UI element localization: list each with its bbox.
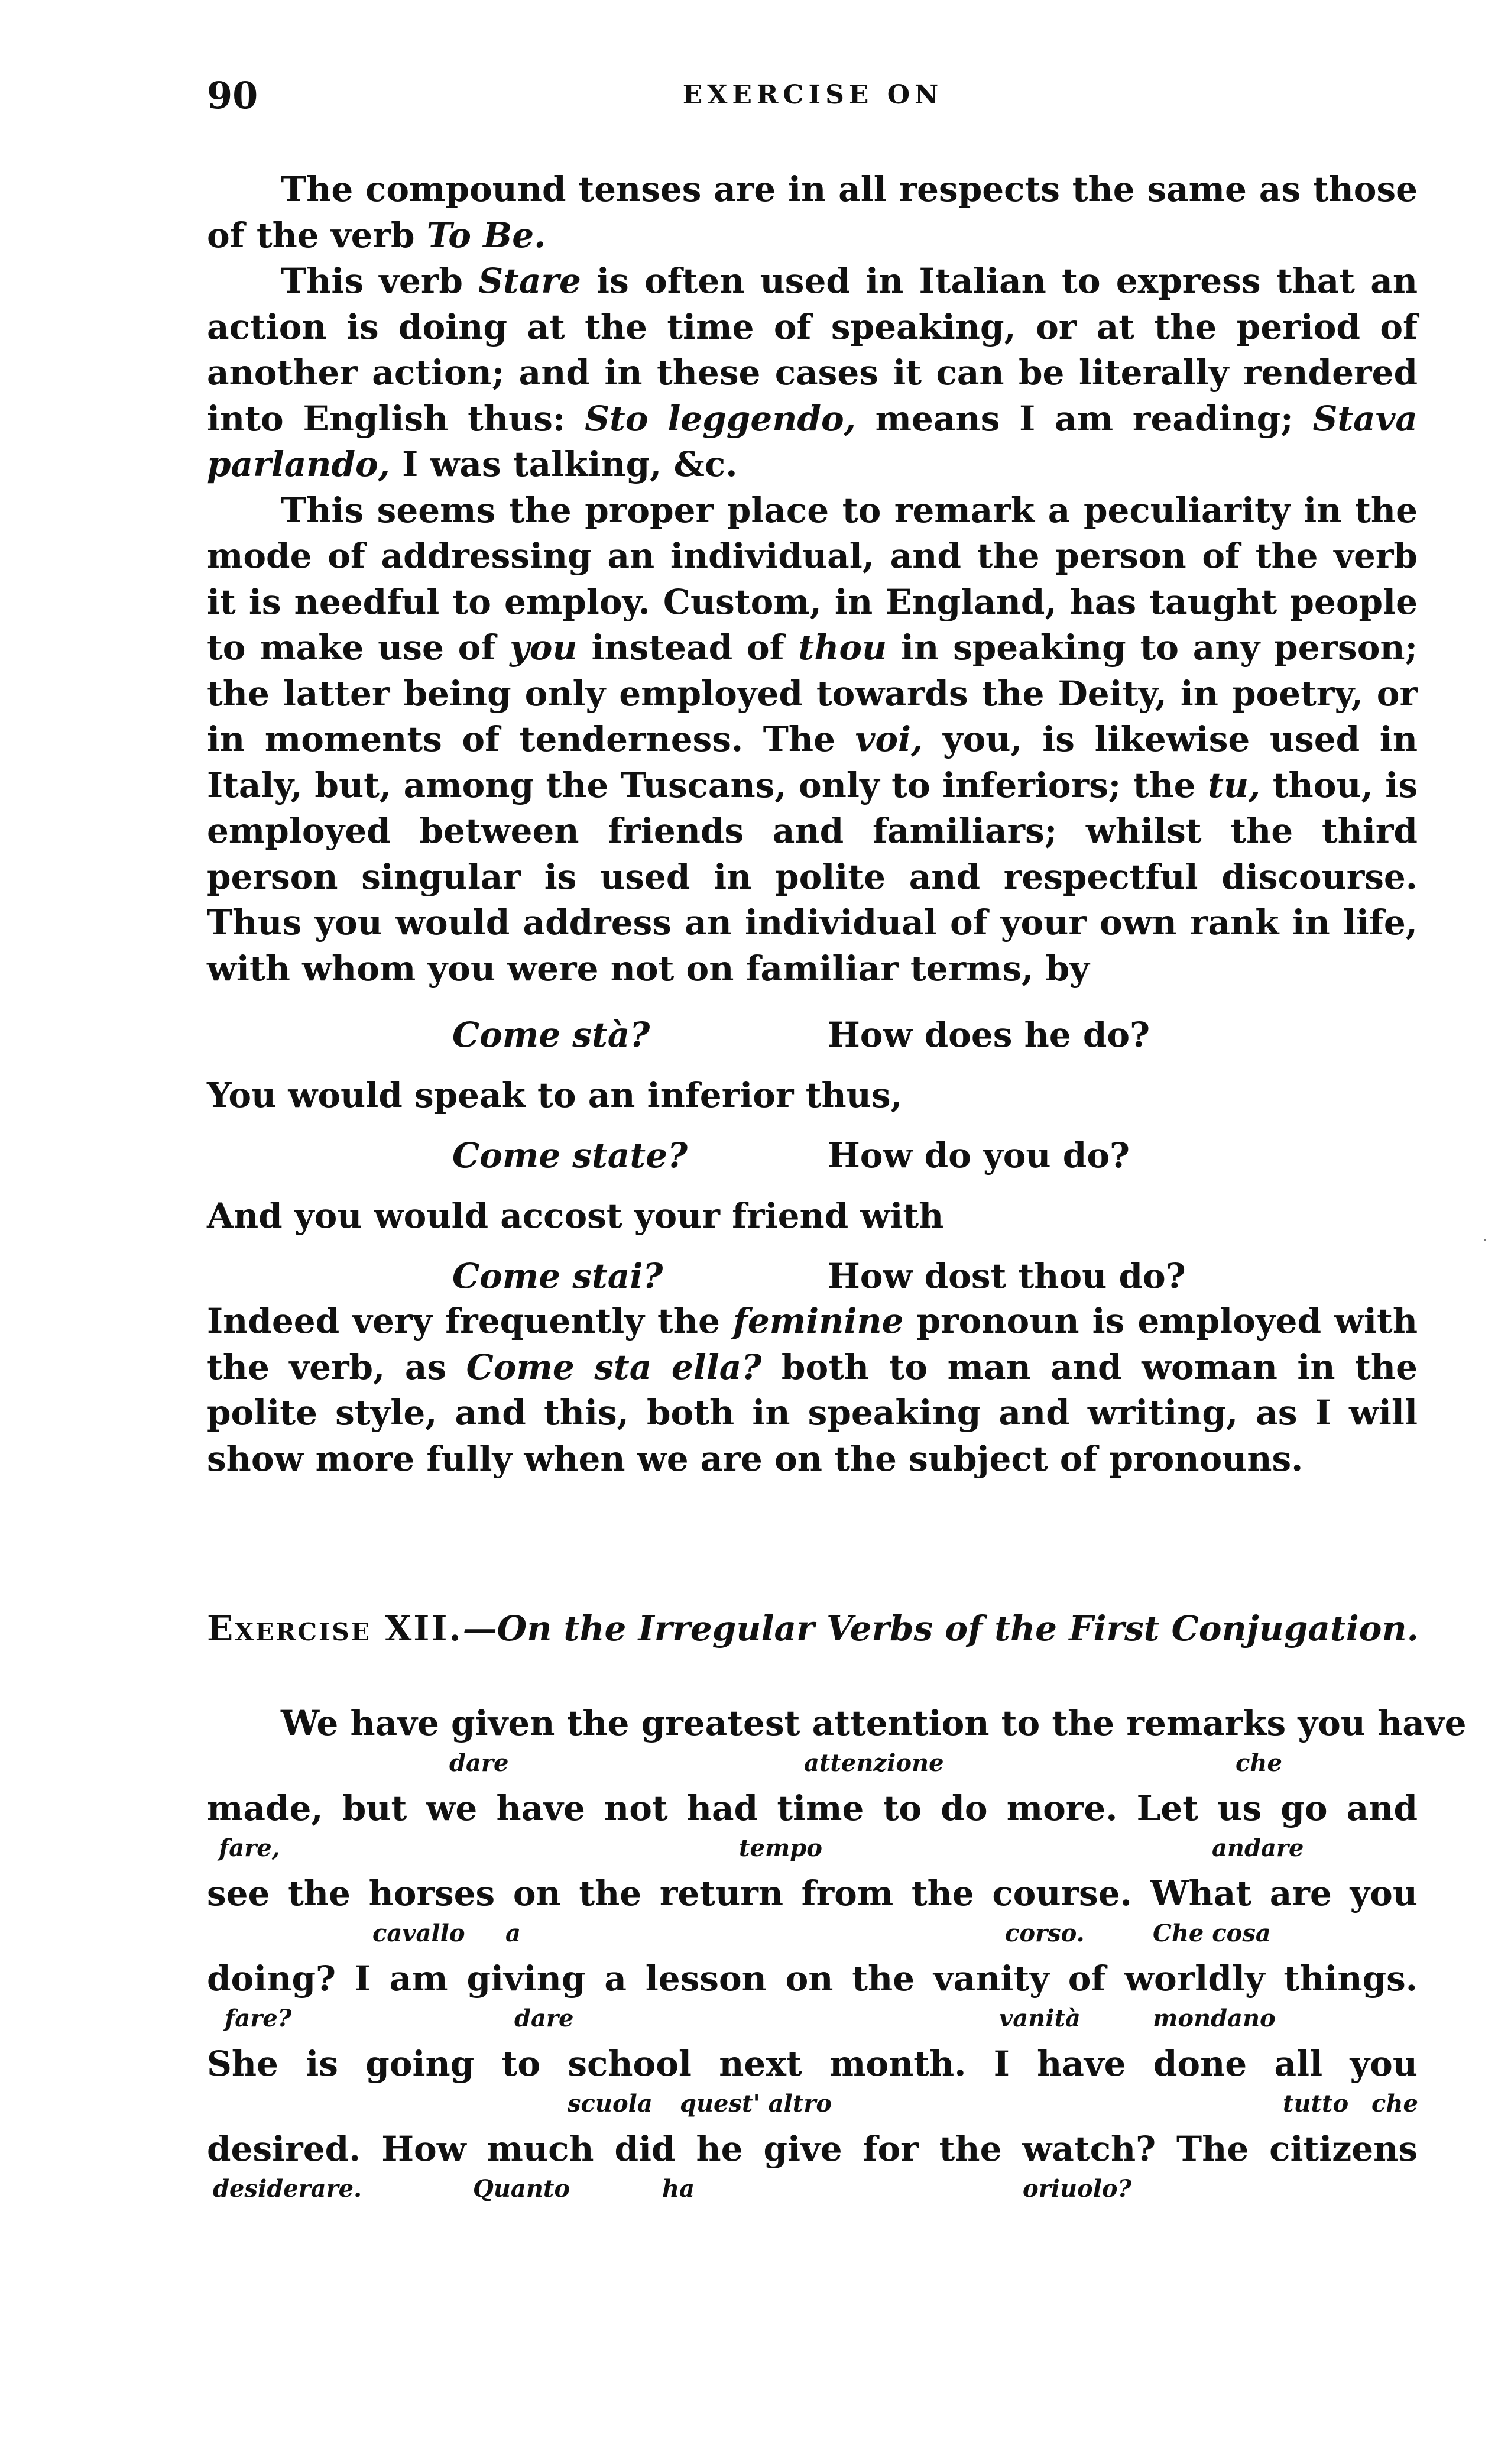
italic-term: Sto leggendo, [585,398,856,439]
italian-gloss: andare [1212,1834,1304,1862]
exercise-label: Exercise XII. [207,1608,463,1649]
text-run: I was talking, &c. [390,444,738,484]
dialogue-lead: And you would accost your friend with [207,1196,944,1236]
text-run: This seems the proper place to remark a peculiarity in the mode of addressing an individual, and the person of the verb it is needful to employ. Custom, in England, has taught people to make use of [207,490,1418,668]
italian-gloss: tempo [739,1834,822,1862]
dialogue-english: How do you do? [828,1135,1130,1176]
italian-gloss: fare? [225,2005,292,2032]
italian-gloss: vanità [999,2005,1081,2032]
italian-gloss: Che cosa [1153,1919,1271,1947]
italic-term: voi, [855,719,923,759]
italian-gloss: a [505,1919,521,1947]
italian-gloss: mondano [1153,2005,1276,2032]
text-run: in speaking to any person; the latter being only employed towards the Deity, in poetry, or in moments of tenderness. The [207,627,1418,759]
italic-term: you [510,627,578,668]
exercise-heading [207,1608,1418,1649]
dialogue-english: How does he do? [828,1015,1150,1055]
italian-gloss: cavallo [372,1919,465,1947]
italic-term: Stare [478,261,581,301]
gloss-row [207,1749,1418,1779]
exercise-line: She is going to school next month. I have done all you [207,2044,1418,2084]
text-run: both to man and woman in the polite style, and this, both in speaking and writing, as I will show more fully when we are on the subject of pronouns. [207,1346,1418,1479]
dialogue-italian: Come state? [452,1135,688,1176]
italian-gloss: desiderare. [213,2175,362,2203]
text-run: means I am reading; [855,398,1313,439]
dialogue-line [207,1256,1418,1297]
italian-gloss: che [1236,1749,1282,1777]
italic-term: tu, [1208,765,1261,805]
italic-term: Stava parlando, [207,398,1418,484]
margin-speck [1484,1239,1486,1241]
paragraph-peculiarity [207,488,1418,992]
text-run: is often used in Italian to express that an action is doing at the time of speaking, or at the period of another action; and in these cases it can be literally rendered into English thus: [207,261,1418,439]
italian-gloss: corso. [1005,1919,1085,1947]
paragraph-feminine [207,1299,1418,1482]
text-run: Indeed very frequently the [207,1301,733,1341]
exercise-line: We have given the greatest attention to the remarks you have [281,1703,1467,1743]
text-run: This verb [281,261,479,301]
italian-gloss: quest' altro [680,2090,832,2117]
dialogue-english: How dost thou do? [828,1256,1186,1296]
dialogue-line [207,1015,1418,1056]
italic-term: Come sta ella? [466,1346,762,1387]
gloss-row [207,2175,1418,2204]
paragraph-stare [207,258,1418,488]
exercise-title: —On the Irregular Verbs of the First Conjugation. [462,1608,1419,1649]
dialogue-italian: Come stà? [452,1015,650,1055]
gloss-row [207,2090,1418,2119]
page-number: 90 [207,74,258,117]
gloss-row [207,1834,1418,1864]
italian-gloss: che [1371,2090,1418,2117]
gloss-row [207,2005,1418,2034]
text-run: pronoun is employed with the verb, as [207,1301,1418,1387]
exercise-line: doing? I am giving a lesson on the vanity of worldly things. [207,1958,1418,1999]
text-run: The compound tenses are in all respects the same as those of the verb [207,169,1418,255]
italian-gloss: Quanto [473,2175,570,2203]
text-run: thou, is employed between friends and familiars; whilst the third person singular is used in polite and respectful discourse. Thus you would address an individual of your own rank in life, with whom you were not on familiar terms, by [207,765,1418,989]
exercise-line: desired. How much did he give for the watch? The citizens [207,2129,1418,2169]
italian-gloss: oriuolo? [1023,2175,1132,2203]
italian-gloss: dare [514,2005,574,2032]
italic-term: To Be. [426,215,546,255]
feminine-paragraph-block [207,1299,1418,1482]
running-title: EXERCISE ON [682,80,943,110]
dialogue-italian: Come stai? [452,1256,663,1296]
exercise-line: made, but we have not had time to do more. Let us go and [207,1788,1418,1828]
italian-gloss: tutto [1283,2090,1349,2117]
italian-gloss: ha [662,2175,695,2203]
text-run: you, is likewise used in Italy, but, among the Tuscans, only to inferiors; the [207,719,1418,805]
italian-gloss: fare, [219,1834,280,1862]
dialogue-lead: You would speak to an inferior thus, [207,1075,903,1115]
italian-gloss: dare [449,1749,509,1777]
body-text [207,167,1418,992]
text-run: instead of [577,627,799,668]
italic-term: thou [798,627,887,668]
italian-gloss: scuola [568,2090,653,2117]
exercise-line: see the horses on the return from the course. What are you [207,1873,1418,1913]
paragraph-compound-tenses [207,167,1418,258]
running-head [207,74,1419,121]
gloss-row [207,1919,1418,1949]
italian-gloss: attenzione [804,1749,944,1777]
dialogue-line [207,1135,1418,1177]
italic-term: feminine [732,1301,904,1341]
